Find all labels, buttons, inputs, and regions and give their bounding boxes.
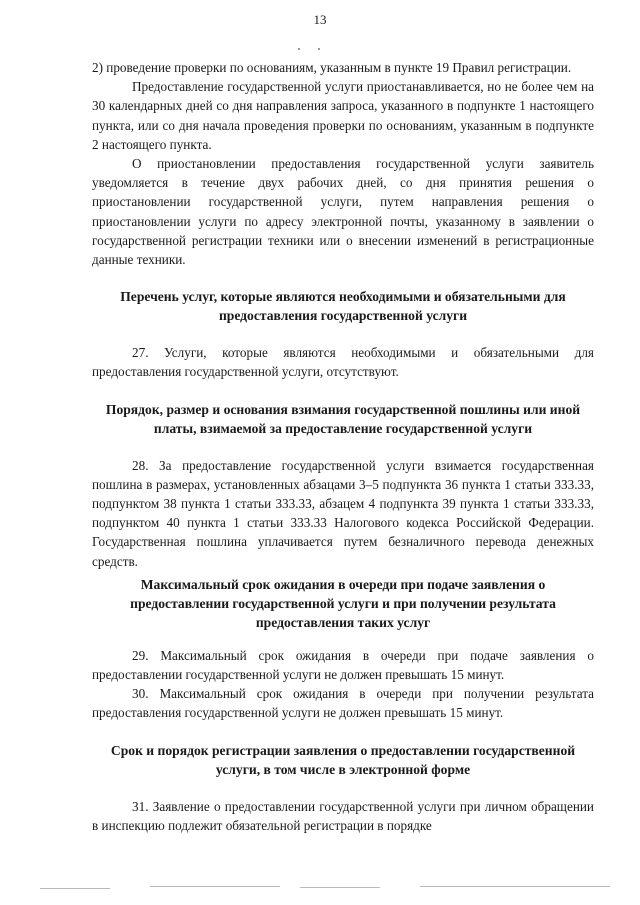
scan-speck — [318, 48, 320, 50]
section-heading: Максимальный срок ожидания в очереди при подаче заявления о предоставлении государственной услуги и при получении результата предоставления таких услуг — [130, 576, 556, 630]
paragraph: 29. Максимальный срок ожидания в очереди при подаче заявления о предоставлении государственной услуги не должен превышать 15 минут. — [92, 647, 594, 683]
section-heading: Срок и порядок регистрации заявления о предоставлении государственной услуги, в том числе в электронной форме — [110, 742, 576, 777]
paragraph: 2) проведение проверки по основаниям, указанным в пункте 19 Правил регистрации. — [92, 60, 572, 75]
paragraph: Предоставление государственной услуги приостанавливается, но не более чем на 30 календарных дней со дня направления запроса, указанного в подпункте 1 настоящего пункта, или со дня начала проведения проверки по основаниям, указанным в подпункте 2 настоящего пункта. — [92, 79, 594, 152]
page-number: 13 — [313, 12, 327, 27]
scan-line — [300, 887, 380, 888]
paragraph: 31. Заявление о предоставлении государственной услуги при личном обращении в инспекцию подлежит обязательной регистрации в порядке — [92, 798, 594, 833]
scan-line — [420, 886, 610, 887]
paragraph: 28. За предоставление государственной услуги взимается государственная пошлина в размерах, установленных абзацами 3–5 подпункта 36 пункта 1 статьи 333.33, подпунктом 38 пункта 1 статьи 333.33, абзацем 4 подпункта 39 пункта 1 статьи 333.33, подпунктом 40 пункта 1 статьи 333.33 Налогового кодекса Российской Федерации. Государственная пошлина уплачивается путем безналичного перевода денежных средств. — [92, 457, 594, 569]
section-heading: Порядок, размер и основания взимания государственной пошлины или иной платы, взимаемой за предоставление государственной услуги — [105, 401, 581, 436]
paragraph: О приостановлении предоставления государственной услуги заявитель уведомляется в течение двух рабочих дней, со дня принятия решения о приостановлении государственной услуги, путем направления решения о приостановлении услуги по адресу электронной почты, указанному в заявлении о государственной регистрации техники или о внесении изменений в регистрационные данные техники. — [92, 156, 594, 268]
scan-speck — [298, 48, 300, 50]
paragraph: 27. Услуги, которые являются необходимыми и обязательными для предоставления государственной услуги, отсутствуют. — [92, 345, 594, 380]
section-heading: Перечень услуг, которые являются необходимыми и обязательными для предоставления государственной услуги — [120, 289, 566, 324]
scan-line — [40, 888, 110, 889]
paragraph: 30. Максимальный срок ожидания в очереди при получении результата предоставления государственной услуги не должен превышать 15 минут. — [92, 686, 594, 721]
document-body — [92, 58, 594, 835]
scan-line — [150, 886, 280, 887]
